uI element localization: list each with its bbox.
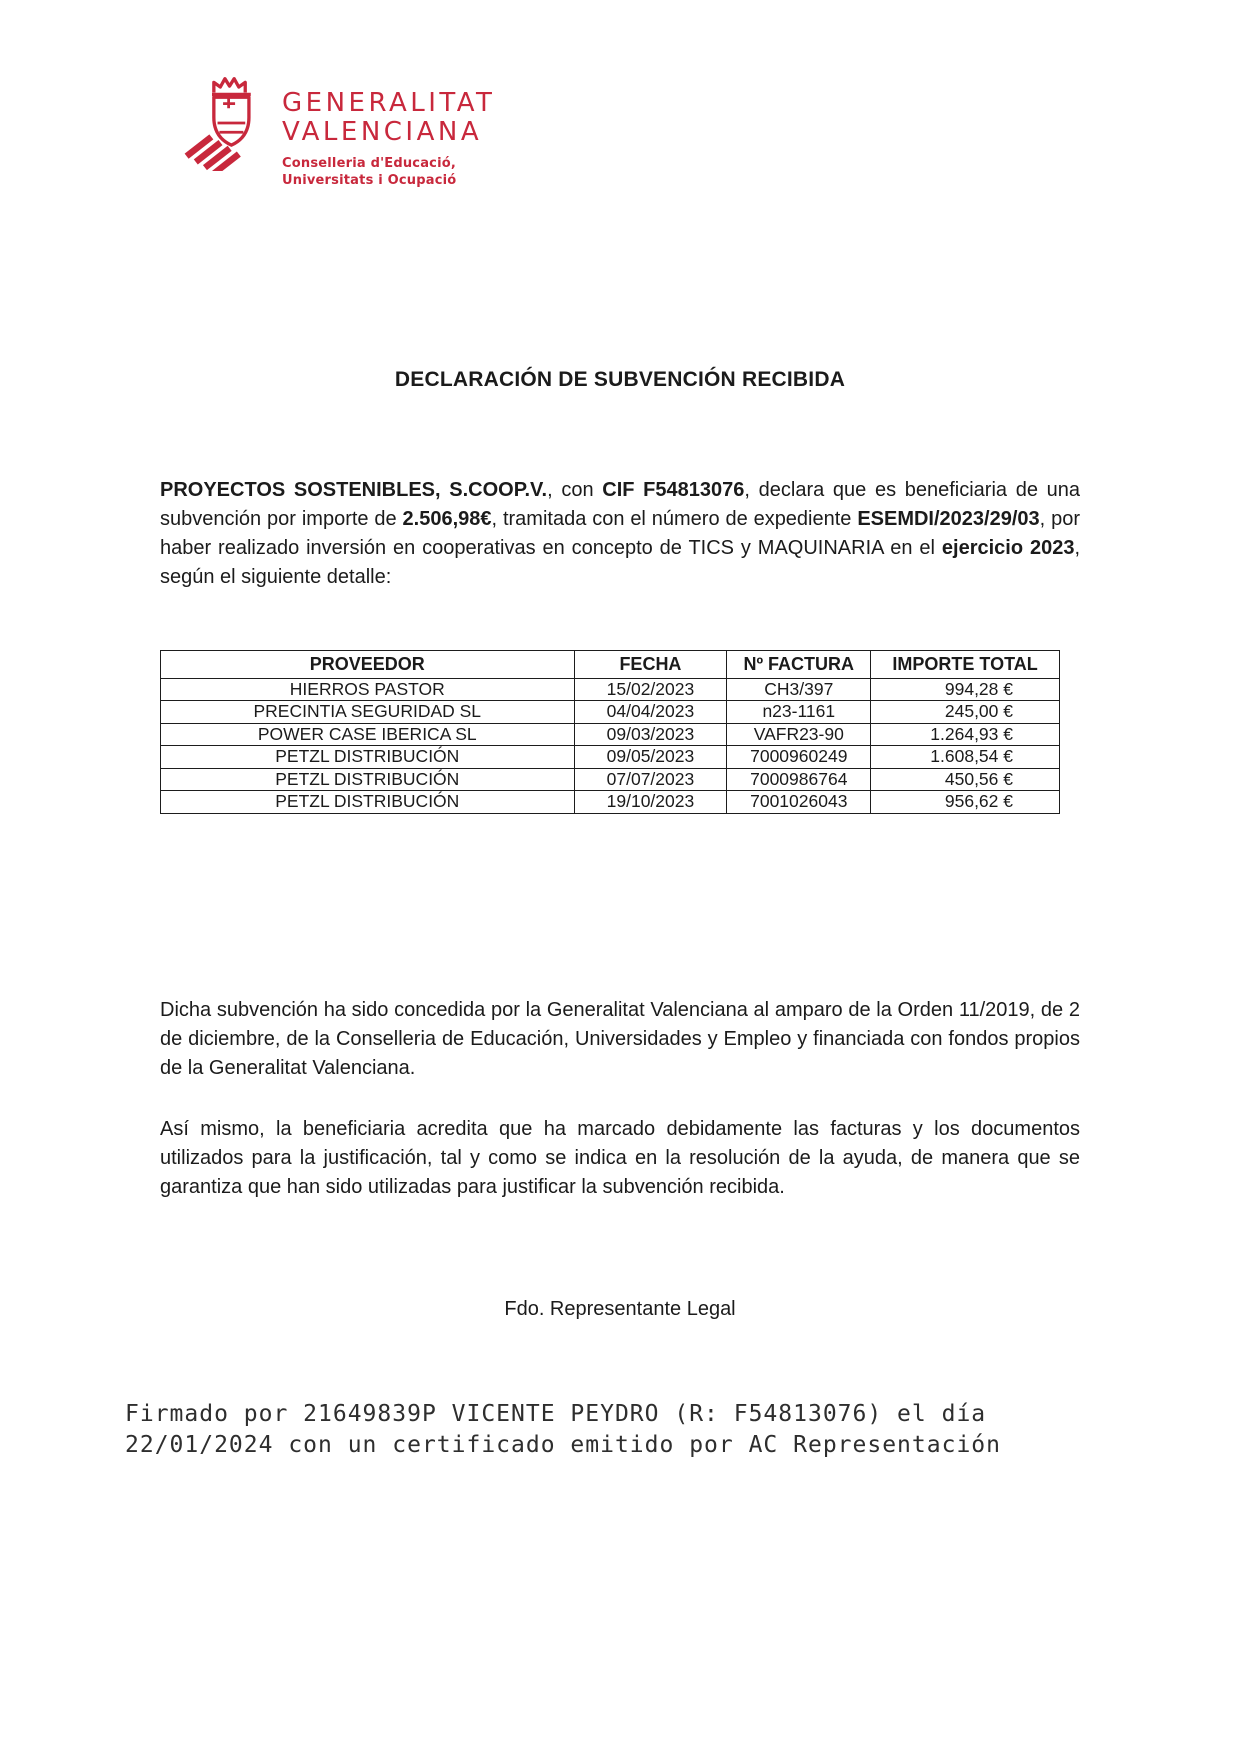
table-cell-factura: n23-1161 (727, 701, 871, 724)
accreditation-paragraph: Así mismo, la beneficiaria acredita que ha marcado debidamente las facturas y los documentos utilizados para la justificación, tal y como se indica en la resolución de la ayuda, de manera que se garantiza que han sido utilizadas para justificar la subvención recibida. (160, 1117, 1080, 1198)
table-cell-importe: 956,62 € (871, 791, 1060, 814)
table-cell-importe: 1.264,93 € (871, 723, 1060, 746)
table-row (161, 678, 1060, 701)
intro-text: , tramitada con el número de expediente (491, 507, 858, 530)
table-cell-proveedor: PRECINTIA SEGURIDAD SL (161, 701, 575, 724)
grant-paragraph: Dicha subvención ha sido concedida por la Generalitat Valenciana al amparo de la Orden 11/2019, de 2 de diciembre, de la Conselleria de Educación, Universidades y Empleo y financiada con fondos propios de la Generalitat Valenciana. (160, 998, 1080, 1079)
table-cell-importe: 450,56 € (871, 768, 1060, 791)
intro-text: , declara que es beneficiaria de una subvención por importe de (160, 478, 1081, 530)
column-header-fecha: FECHA (574, 650, 727, 678)
org-dept-line1: Conselleria d'Educació, (282, 156, 457, 172)
digital-signature-line2: 22/01/2024 con un certificado emitido por AC Representación (125, 1431, 1001, 1458)
table-cell-proveedor: PETZL DISTRIBUCIÓN (161, 791, 575, 814)
logo-block (0, 0, 1241, 190)
cif-value: CIF F54813076 (602, 478, 745, 501)
column-header-factura: Nº FACTURA (727, 650, 871, 678)
table-row (161, 768, 1060, 791)
logo-text (282, 75, 495, 190)
table-cell-factura: 7000960249 (727, 746, 871, 769)
table-row (161, 791, 1060, 814)
table-cell-factura: CH3/397 (727, 678, 871, 701)
table-header-row (161, 650, 1060, 678)
table-cell-importe: 994,28 € (871, 678, 1060, 701)
table-cell-proveedor: PETZL DISTRIBUCIÓN (161, 746, 575, 769)
page-title: DECLARACIÓN DE SUBVENCIÓN RECIBIDA (394, 367, 846, 391)
table-row (161, 746, 1060, 769)
column-header-importe: IMPORTE TOTAL (871, 650, 1060, 678)
intro-text: , con (547, 478, 603, 501)
ejercicio-value: ejercicio 2023 (941, 536, 1075, 559)
invoice-table (160, 650, 1060, 814)
table-cell-fecha: 09/03/2023 (574, 723, 727, 746)
table-cell-importe: 1.608,54 € (871, 746, 1060, 769)
table-cell-factura: VAFR23-90 (727, 723, 871, 746)
digital-signature-line1: Firmado por 21649839P VICENTE PEYDRO (R: F54813076) el día (125, 1400, 987, 1427)
table-cell-proveedor: HIERROS PASTOR (161, 678, 575, 701)
gv-coat-of-arms-icon (182, 75, 266, 171)
column-header-proveedor: PROVEEDOR (161, 650, 575, 678)
table-cell-importe: 245,00 € (871, 701, 1060, 724)
signature-label: Fdo. Representante Legal (504, 1297, 736, 1320)
intro-text: , por haber realizado inversión en cooperativas en concepto de TICS y MAQUINARIA en el (160, 507, 1080, 559)
company-name: PROYECTOS SOSTENIBLES, S.COOP.V. (160, 478, 548, 501)
table-cell-fecha: 04/04/2023 (574, 701, 727, 724)
digital-signature-block (125, 1399, 1080, 1461)
table-cell-proveedor: PETZL DISTRIBUCIÓN (161, 768, 575, 791)
table-cell-fecha: 19/10/2023 (574, 791, 727, 814)
table-cell-fecha: 15/02/2023 (574, 678, 727, 701)
org-dept-line2: Universitats i Ocupació (282, 173, 457, 189)
table-cell-factura: 7000986764 (727, 768, 871, 791)
table-cell-proveedor: POWER CASE IBERICA SL (161, 723, 575, 746)
org-name-line1: GENERALITAT (282, 88, 496, 118)
expediente-value: ESEMDI/2023/29/03 (857, 507, 1040, 530)
table-row (161, 701, 1060, 724)
intro-paragraph (160, 476, 1080, 592)
intro-text: , según el siguiente detalle: (160, 536, 1081, 588)
amount-value: 2.506,98€ (402, 507, 492, 530)
table-cell-fecha: 07/07/2023 (574, 768, 727, 791)
table-row (161, 723, 1060, 746)
org-name-line2: VALENCIANA (282, 117, 483, 148)
table-cell-fecha: 09/05/2023 (574, 746, 727, 769)
table-cell-factura: 7001026043 (727, 791, 871, 814)
